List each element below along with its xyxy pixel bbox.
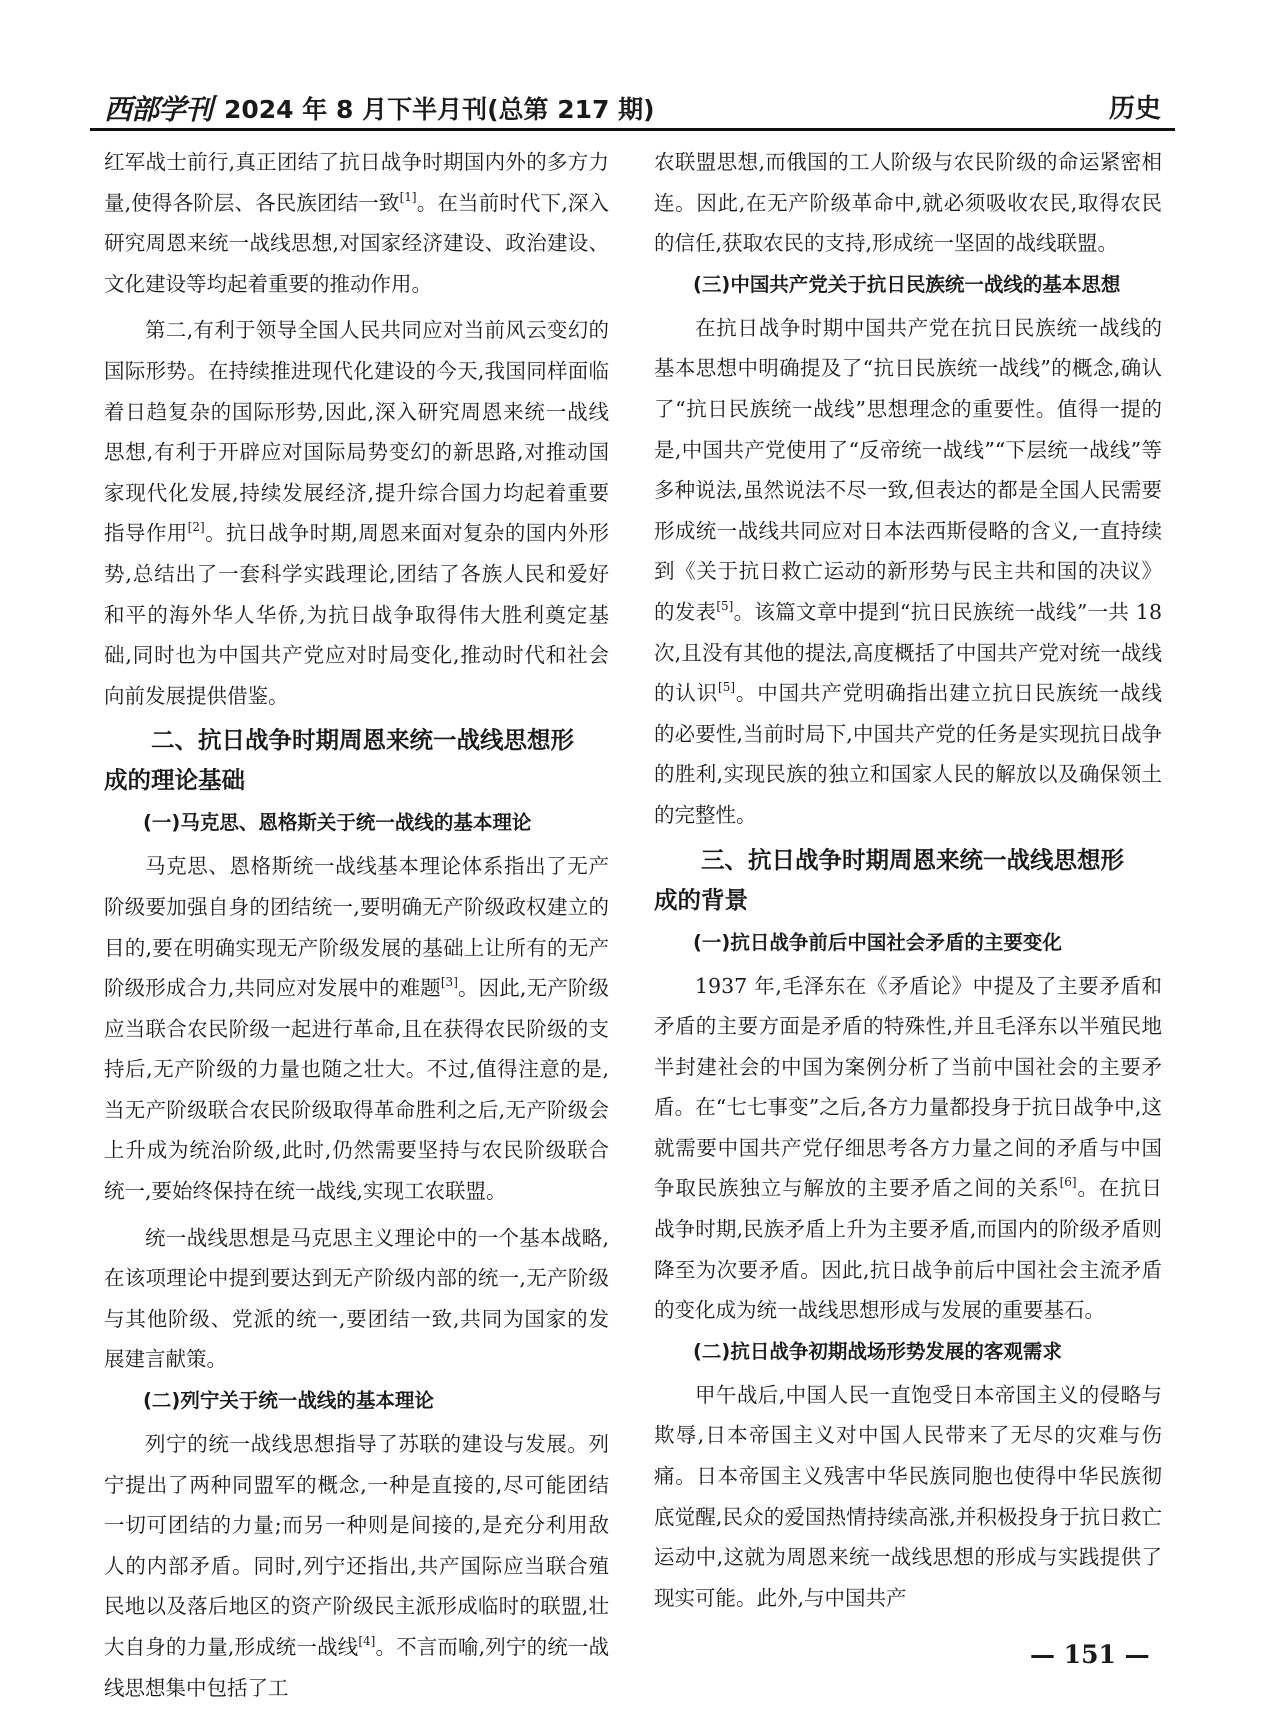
- paragraph: 甲午战后,中国人民一直饱受日本帝国主义的侵略与欺辱,日本帝国主义对中国人民带来了无尽的灾难与伤痛。日本帝国主义残害中华民族同胞也使得中华民族彻底觉醒,民众的爱国热情持续高涨,并积极投身于抗日救亡运动中,这就为周恩来统一战线思想的形成与实践提供了现实可能。此外,与中国共产: [654, 1382, 1162, 1610]
- journal-logo: 西部学刊: [104, 93, 213, 126]
- citation: [3]: [440, 975, 458, 990]
- section-heading: 三、抗日战争时期周恩来统一战线思想形 成的背景: [654, 845, 1124, 914]
- section-label: 历史: [1108, 94, 1161, 124]
- citation: [1]: [399, 189, 417, 204]
- subsection-heading: (二)抗日战争初期战场形势发展的客观需求: [693, 1339, 1062, 1363]
- paragraph: 农联盟思想,而俄国的工人阶级与农民阶级的命运紧密相连。因此,在无产阶级革命中,就必须吸收农民,取得农民的信任,获取农民的支持,形成统一坚固的战线联盟。: [654, 150, 1162, 256]
- subsection-heading: (二)列宁关于统一战线的基本理论: [143, 1389, 434, 1413]
- issue-info: 2024 年 8 月下半月刊(总第 217 期): [224, 95, 655, 124]
- running-header: [90, 82, 1175, 131]
- subsection-heading: (三)中国共产党关于抗日民族统一战线的基本思想: [693, 272, 1121, 296]
- subsection-heading: (一)马克思、恩格斯关于统一战线的基本理论: [143, 811, 532, 835]
- right-column: [654, 142, 1162, 1618]
- left-column: [104, 142, 609, 1708]
- paragraph: 统一战线思想是马克思主义理论中的一个基本战略,在该项理论中提到要达到无产阶级内部的统一,无产阶级与其他阶级、党派的统一,要团结一致,共同为国家的发展建言献策。: [104, 1225, 609, 1372]
- citation: [5]: [718, 680, 736, 695]
- paragraph: 第二,有利于领导全国人民共同应对当前风云变幻的国际形势。在持续推进现代化建设的今天,我国同样面临着日趋复杂的国际形势,因此,深入研究周恩来统一战线思想,有利于开辟应对国际局势变幻的新思路,对推动国家现代化发展,持续发展经济,提升综合国力均起着重要指导作用[2]。抗日战争时期,周恩来面对复杂的国内外形势,总结出了一套科学实践理论,团结了各族人民和爱好和平的海外华人华侨,为抗日战争取得伟大胜利奠定基础,同时也为中国共产党应对时局变化,推动时代和社会向前发展提供借鉴。: [104, 318, 610, 708]
- section-heading: 二、抗日战争时期周恩来统一战线思想形 成的理论基础: [104, 726, 574, 795]
- citation: [4]: [358, 1634, 376, 1648]
- citation: [2]: [187, 520, 205, 535]
- paragraph: 列宁的统一战线思想指导了苏联的建设与发展。列宁提出了两种同盟军的概念,一种是直接的,尽可能团结一切可团结的力量;而另一种则是间接的,是充分利用敌人的内部矛盾。同时,列宁还指出,共产国际应当联合殖民地以及落后地区的资产阶级民主派形成临时的联盟,壮大自身的力量,形成统一战线[4]。不言而喻,列宁的统一战线思想集中包括了工: [104, 1432, 609, 1700]
- paragraph: 1937 年,毛泽东在《矛盾论》中提及了主要矛盾和矛盾的主要方面是矛盾的特殊性,并且毛泽东以半殖民地半封建社会的中国为案例分析了当前中国社会的主要矛盾。在“七七事变”之后,各方力量都投身于抗日战争中,这就需要中国共产党仔细思考各方力量之间的矛盾与中国争取民族独立与解放的主要矛盾之间的关系[6]。在抗日战争时期,民族矛盾上升为主要矛盾,而国内的阶级矛盾则降至为次要矛盾。因此,抗日战争前后中国社会主流矛盾的变化成为统一战线思想形成与发展的重要基石。: [654, 973, 1163, 1323]
- paragraph: 红军战士前行,真正团结了抗日战争时期国内外的多方力量,使得各阶层、各民族团结一致[1]。在当前时代下,深入研究周恩来统一战线思想,对国家经济建设、政治建设、文化建设等均起着重要的推动作用。: [104, 150, 609, 296]
- subsection-heading: (一)抗日战争前后中国社会矛盾的主要变化: [693, 930, 1062, 954]
- citation: [6]: [1059, 1175, 1077, 1190]
- paragraph: 马克思、恩格斯统一战线基本理论体系指出了无产阶级要加强自身的团结统一,要明确无产阶级政权建立的目的,要在明确实现无产阶级发展的基础上让所有的无产阶级形成合力,共同应对发展中的难题[3]。因此,无产阶级应当联合农民阶级一起进行革命,且在获得农民阶级的支持后,无产阶级的力量也随之壮大。不过,值得注意的是,当无产阶级联合农民阶级取得革命胜利之后,无产阶级会上升成为统治阶级,此时,仍然需要坚持与农民阶级联合统一,要始终保持在统一战线,实现工农联盟。: [104, 854, 609, 1204]
- citation: [5]: [716, 598, 734, 613]
- page-number: — 151 —: [1030, 1640, 1150, 1669]
- paragraph: 在抗日战争时期中国共产党在抗日民族统一战线的基本思想中明确提及了“抗日民族统一战线”的概念,确认了“抗日民族统一战线”思想理念的重要性。值得一提的是,中国共产党使用了“反帝统一战线”“下层统一战线”等多种说法,虽然说法不尽一致,但表达的都是全国人民需要形成统一战线共同应对日本法西斯侵略的含义,一直持续到《关于抗日救亡运动的新形势与民主共和国的决议》的发表[5]。该篇文章中提到“抗日民族统一战线”一共 18 次,且没有其他的提法,高度概括了中国共产党对统一战线的认识[5]。中国共产党明确指出建立抗日民族统一战线的必要性,当前时局下,中国共产党的任务是实现抗日战争的胜利,实现民族的独立和国家人民的解放以及确保领土的完整性。: [654, 315, 1163, 827]
